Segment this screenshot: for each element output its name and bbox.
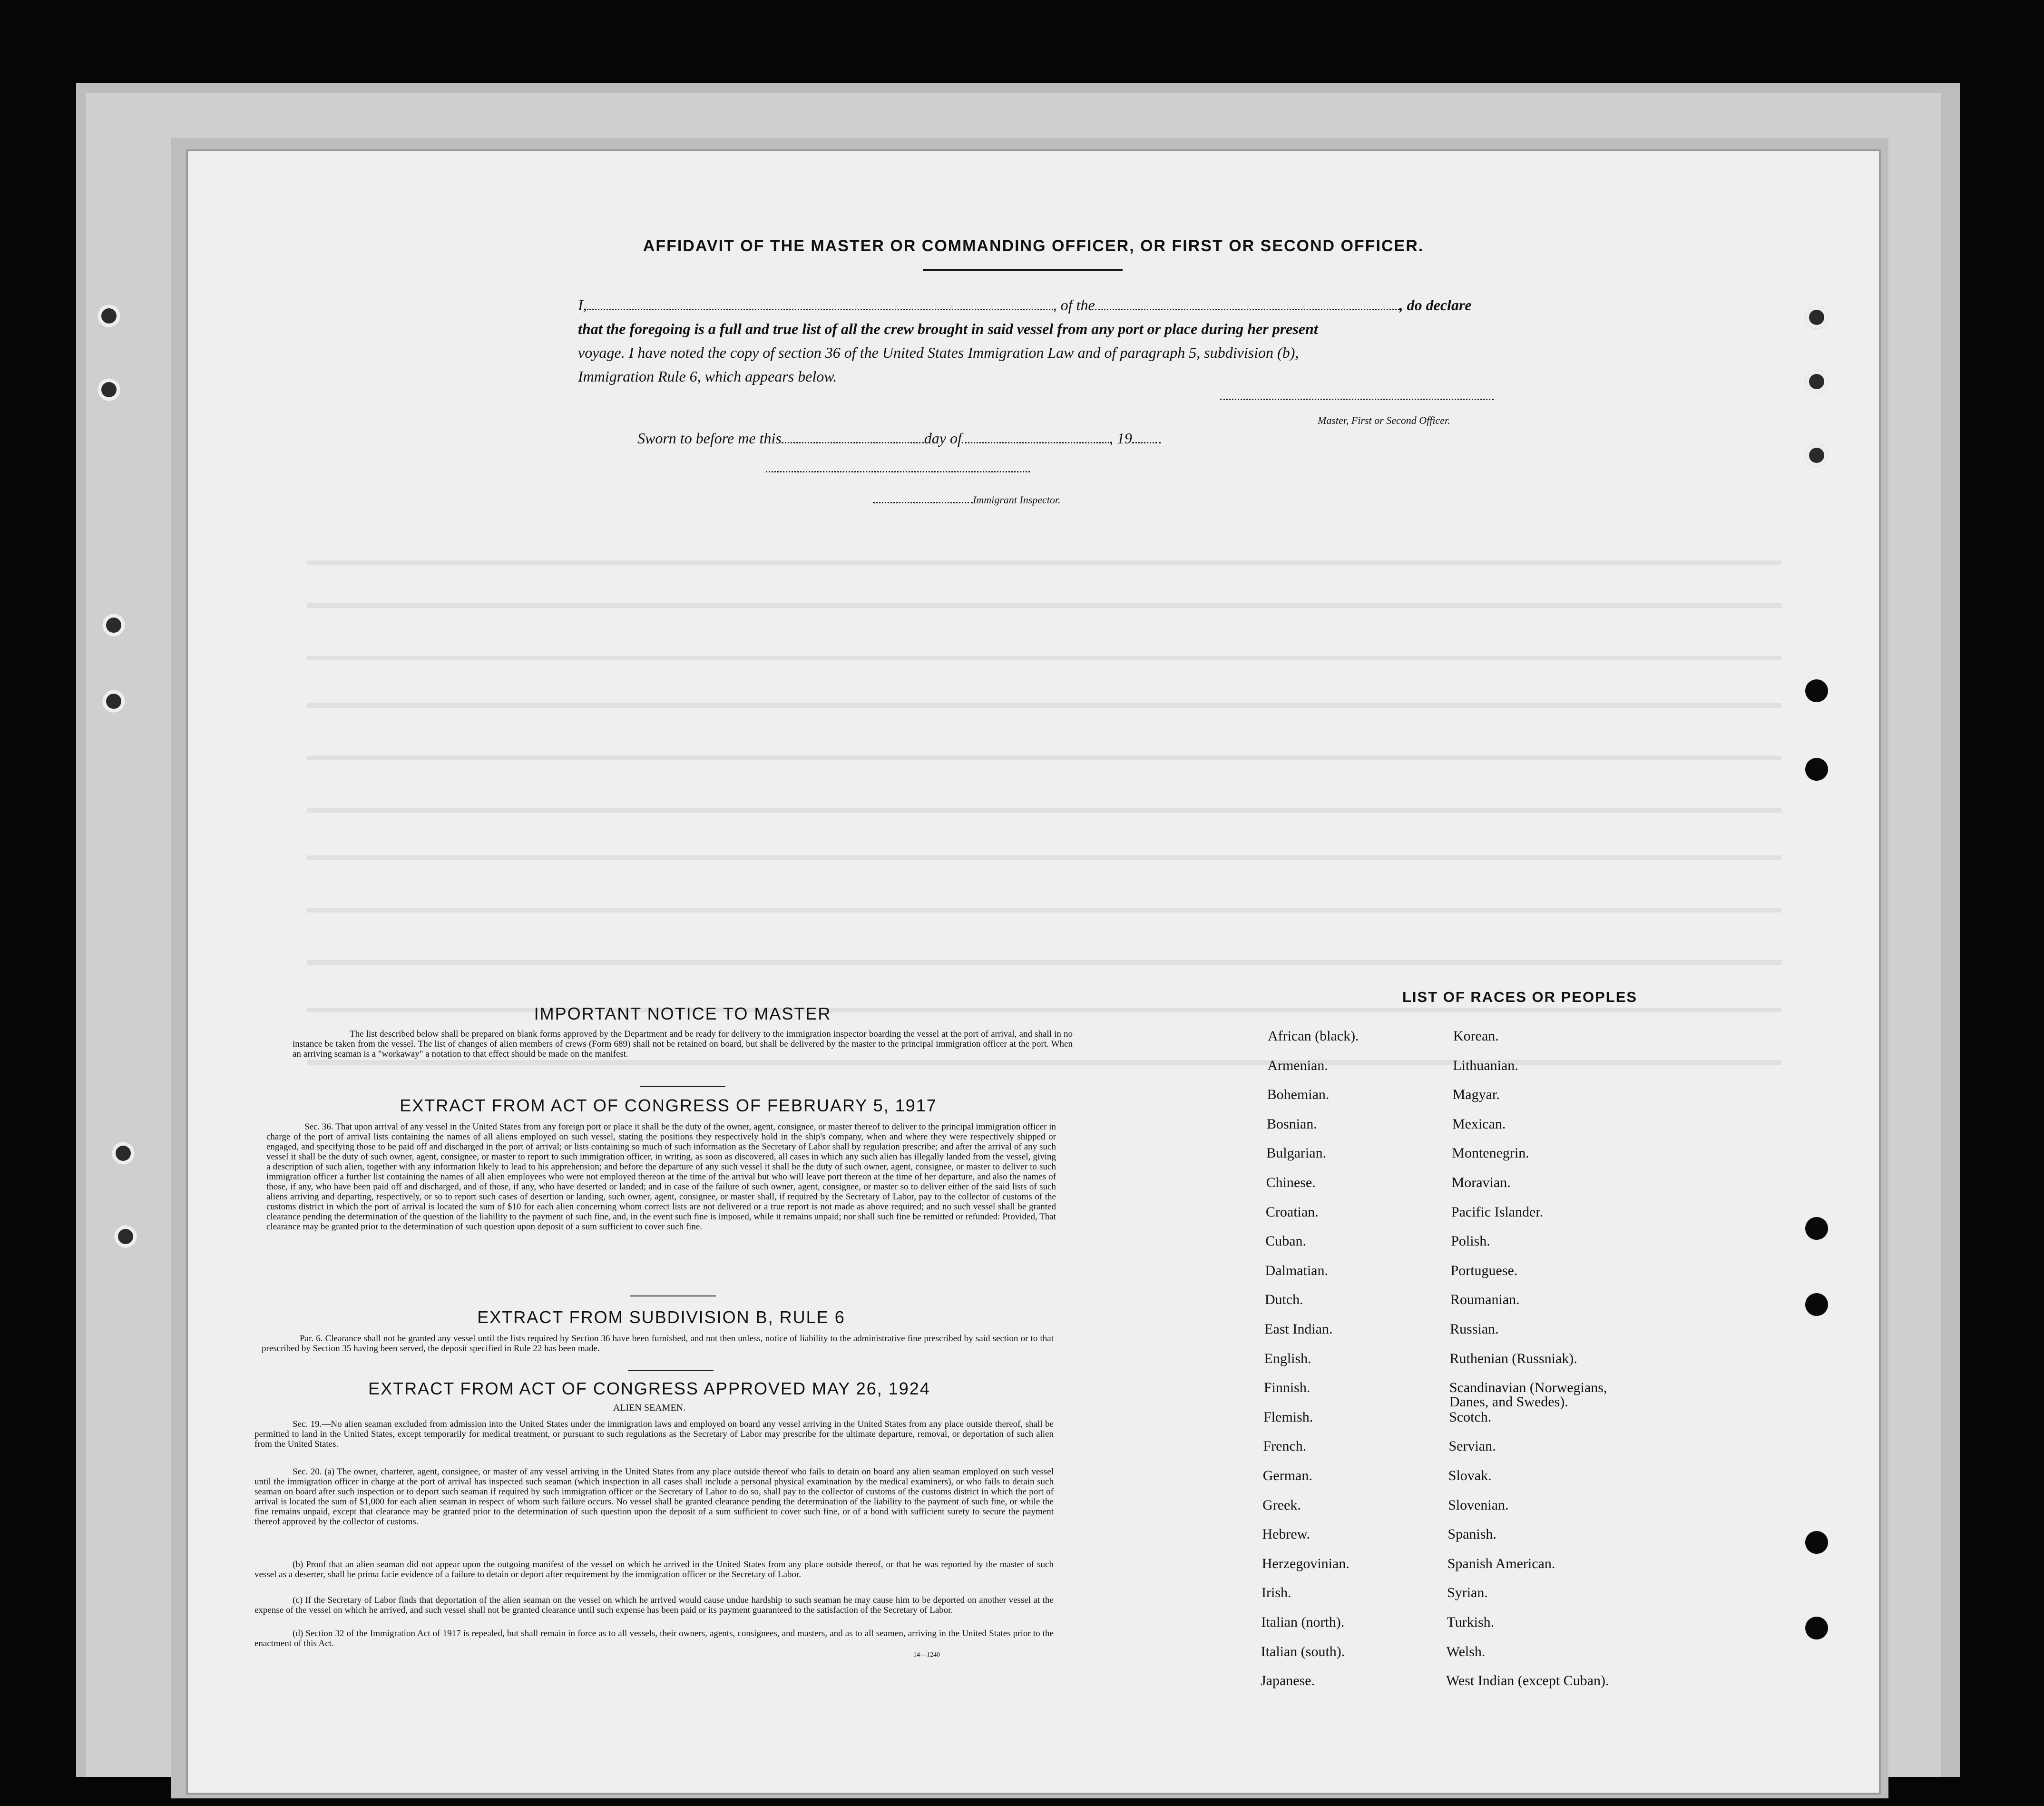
bleedthrough-row — [307, 703, 1781, 708]
race-item: Armenian. — [1267, 1057, 1328, 1073]
race-item: Herzegovinian. — [1262, 1555, 1350, 1571]
affidavit-of-the: , of the — [1053, 296, 1095, 314]
affidavit-line-2: that the foregoing is a full and true list of all the crew brought in said vessel from any port or place during her present — [578, 320, 1318, 337]
extract-1917-title: EXTRACT FROM ACT OF CONGRESS OF FEBRUARY 5, 1917 — [400, 1096, 937, 1115]
sec19-text: Sec. 19.—No alien seaman excluded from admission into the United States under the immigration laws and employed on board any vessel arriving in the United States from any place outside thereof, shall be permitted to land in the United States, except temporarily for medical treatment, or pursuant to such regulations as the Secretary of Labor may prescribe for the ultimate departure, removal, or deportation of such alien from the United States. — [254, 1419, 1054, 1449]
punch-hole — [102, 614, 125, 637]
race-item: Slovenian. — [1448, 1497, 1509, 1513]
race-item: Dalmatian. — [1265, 1262, 1328, 1278]
race-item: English. — [1264, 1350, 1311, 1366]
punch-hole — [1805, 758, 1828, 781]
punch-hole — [112, 1142, 135, 1165]
bleedthrough-row — [307, 603, 1781, 608]
extract-1924-title: EXTRACT FROM ACT OF CONGRESS APPROVED MAY 26, 1924 — [368, 1379, 930, 1398]
punch-hole — [1805, 1217, 1828, 1240]
notice-text: The list described below shall be prepared on blank forms approved by the Department and be ready for delivery to the immigration inspector boarding the vessel at the port of arrival, and shall in no instance be taken from the vessel. The list of changes of alien members of crews (Form 689) shall not be retained on board, but shall be delivered by the master to the principal immigration officer at the port. When an arriving seaman is a "workaway" a notation to that effect should be made on the manifest. — [293, 1029, 1073, 1059]
race-item: Spanish American. — [1447, 1555, 1555, 1571]
extract-rule6-text: Par. 6. Clearance shall not be granted any vessel until the lists required by Section 36 have been furnished, and not then unless, notice of liability to the administrative fine prescribed by said section or to that prescribed by Section 35 having been served, the deposit specified in Rule 22 has been made. — [262, 1334, 1054, 1354]
punch-hole — [102, 690, 125, 713]
race-item: Polish. — [1451, 1233, 1490, 1249]
race-item: Croatian. — [1265, 1204, 1319, 1220]
divider — [640, 1086, 725, 1087]
bleedthrough-row — [307, 808, 1781, 813]
officer-label: Master, First or Second Officer. — [1318, 414, 1450, 426]
inspector-name-field[interactable] — [873, 502, 973, 503]
affidavit-declare: , do declare — [1399, 296, 1472, 314]
master-name-field[interactable] — [587, 309, 1053, 310]
inspector-label: Immigrant Inspector. — [973, 494, 1061, 506]
punch-hole — [98, 304, 120, 327]
bleedthrough-row — [307, 908, 1781, 913]
race-item: Japanese. — [1261, 1673, 1315, 1689]
race-item: Roumanian. — [1450, 1292, 1520, 1308]
title-underline — [923, 269, 1123, 271]
race-item: Bosnian. — [1266, 1116, 1317, 1132]
punch-hole — [1805, 370, 1828, 393]
race-item: Korean. — [1453, 1028, 1499, 1044]
race-item: Portuguese. — [1450, 1262, 1518, 1278]
inspector-signature-field[interactable] — [766, 471, 1030, 472]
race-item: Slovak. — [1448, 1468, 1492, 1483]
punch-hole — [1805, 1617, 1828, 1639]
form-number: 14—1240 — [913, 1651, 940, 1659]
race-item: Moravian. — [1451, 1175, 1511, 1190]
race-item: Mexican. — [1452, 1116, 1506, 1132]
race-item: Italian (north). — [1261, 1614, 1345, 1630]
punch-hole — [1805, 444, 1828, 467]
race-item: Syrian. — [1447, 1585, 1488, 1601]
race-item: East Indian. — [1264, 1321, 1333, 1337]
punch-hole — [114, 1225, 137, 1248]
form-page — [188, 151, 1879, 1793]
bleedthrough-row — [307, 1060, 1781, 1065]
affidavit-line-1 — [578, 294, 1682, 316]
race-item: Montenegrin. — [1452, 1145, 1529, 1161]
sec20c-text: (c) If the Secretary of Labor finds that deportation of the alien seaman on the vessel on which he arrived would cause undue hardship to such seaman he may cause him to be deported on another vessel at the expense of the vessel on which he arrived, and such vessel shall not be granted clearance until such expense has been paid or its payment guaranteed to the satisfaction of the Secretary of Labor. — [254, 1595, 1054, 1615]
race-item: Italian (south). — [1261, 1643, 1345, 1659]
race-item: Cuban. — [1265, 1233, 1307, 1249]
sworn-text-a: Sworn to before me this — [637, 430, 782, 447]
divider — [628, 1370, 714, 1371]
race-item: Russian. — [1450, 1321, 1499, 1337]
race-item: Turkish. — [1447, 1614, 1495, 1630]
races-title: LIST OF RACES OR PEOPLES — [1402, 989, 1638, 1005]
race-item: Spanish. — [1447, 1526, 1496, 1542]
bleedthrough-row — [307, 656, 1781, 660]
race-item: Magyar. — [1452, 1087, 1500, 1103]
punch-hole — [1805, 306, 1828, 329]
punch-hole — [1805, 1531, 1828, 1554]
race-item: Bohemian. — [1267, 1087, 1330, 1103]
race-item: African (black). — [1268, 1028, 1359, 1044]
sworn-text-b: day of — [924, 430, 962, 447]
race-item: Bulgarian. — [1266, 1145, 1327, 1161]
race-item: French. — [1263, 1438, 1307, 1454]
extract-1924-subtitle: ALIEN SEAMEN. — [613, 1403, 686, 1413]
bleedthrough-row — [307, 560, 1781, 565]
punch-hole — [1805, 1293, 1828, 1316]
vessel-name-field[interactable] — [1095, 309, 1399, 310]
officer-signature-field[interactable] — [1220, 399, 1494, 400]
race-item: Pacific Islander. — [1451, 1204, 1544, 1220]
notice-title: IMPORTANT NOTICE TO MASTER — [534, 1004, 831, 1023]
race-item: Irish. — [1262, 1585, 1291, 1601]
race-item: Ruthenian (Russniak). — [1449, 1350, 1577, 1366]
bleedthrough-row — [307, 960, 1781, 965]
inspector-line — [873, 494, 1061, 506]
bleedthrough-row — [307, 756, 1781, 760]
race-item: Greek. — [1262, 1497, 1301, 1513]
extract-1917-text: Sec. 36. That upon arrival of any vessel in the United States from any foreign port or place it shall be the duty of the owner, agent, consignee, or master thereof to deliver to the principal immigration officer in charge of the port of arrival lists containing the names of all aliens employed on such vessel, stating the positions they respectively hold in the ship's company, when and where they were respectively shipped or engaged, and specifying those to be paid off and discharged in the port of arrival; or lists containing so much of such information as the Secretary of Labor shall by regulation prescribe; and after the arrival of any such vessel it shall be the duty of such owner, agent, consignee, or master to report to such immigration officer, in writing, as soon as discovered, all cases in which any such alien has illegally landed from the vessel, giving a description of such alien, together with any information likely to lead to his apprehension; and before the departure of any such vessel it shall be the duty of such owner, agent, consignee, or master to deliver to such immigration officer a further list containing the names of all alien employees who were not employed thereon at the time of the arrival but who will leave port thereon at the time of her departure, and also the names of those, if any, who have been paid off and discharged, and of those, if any, who have deserted or landed; and in case of the failure of such owner, agent, consignee, or master so to deliver either of the said lists of such aliens arriving and departing, respectively, or so to report such cases of desertion or landing, such owner, agent, consignee, or master shall, if required by the Secretary of Labor, pay to the collector of customs of the customs district in which the port of arrival is located the sum of $10 for each alien concerning whom correct lists are not delivered or a true report is not made as above required; and no such vessel shall be granted clearance pending the determination of the question of the liability to the payment of such fine, and, in the event such fine is imposed, while it remains unpaid; nor shall such fine be remitted or refunded: Provided, That clearance may be granted prior to the determination of such question upon deposit of a sum sufficient to cover such fine. — [266, 1122, 1056, 1232]
race-item: Finnish. — [1263, 1380, 1311, 1396]
punch-hole — [1805, 679, 1828, 702]
race-item: Scandinavian (Norwegians, Danes, and Swedes). — [1449, 1380, 1607, 1410]
punch-hole — [98, 378, 120, 401]
sworn-year-field[interactable] — [1132, 442, 1161, 443]
sworn-month-field[interactable] — [962, 442, 1109, 443]
extract-rule6-title: EXTRACT FROM SUBDIVISION B, RULE 6 — [477, 1307, 845, 1327]
race-item: West Indian (except Cuban). — [1446, 1673, 1609, 1689]
sworn-text-c: , 19 — [1109, 430, 1132, 447]
sworn-day-field[interactable] — [782, 442, 924, 443]
affidavit-i: I, — [578, 296, 587, 314]
race-item: Servian. — [1448, 1438, 1496, 1454]
affidavit-line-4: Immigration Rule 6, which appears below. — [578, 368, 837, 385]
race-item: Lithuanian. — [1453, 1057, 1518, 1073]
race-item: Dutch. — [1264, 1292, 1303, 1308]
affidavit-title: AFFIDAVIT OF THE MASTER OR COMMANDING OFFICER, OR FIRST OR SECOND OFFICER. — [643, 237, 1424, 255]
race-item: German. — [1262, 1468, 1312, 1483]
race-item: Chinese. — [1266, 1175, 1316, 1190]
sworn-line — [637, 427, 1446, 449]
race-item: Hebrew. — [1262, 1526, 1310, 1542]
bleedthrough-row — [307, 855, 1781, 860]
race-item: Flemish. — [1263, 1409, 1313, 1425]
sec20b-text: (b) Proof that an alien seaman did not appear upon the outgoing manifest of the vessel on which he arrived in the United States from any place outside thereof, or that he was reported by the master of such vessel as a deserter, shall be prima facie evidence of a failure to detain or deport after requirement by the immigration officer or the Secretary of Labor. — [254, 1560, 1054, 1580]
race-item: Welsh. — [1446, 1643, 1486, 1659]
sec20a-text: Sec. 20. (a) The owner, charterer, agent, consignee, or master of any vessel arriving in the United States from any place outside thereof who fails to detain on board any alien seaman employed on such vessel until the immigration officer in charge at the port of arrival has inspected such seaman (which inspection in all cases shall include a personal physical examination by the medical examiners), or who fails to detain such seaman on board after such inspection or to deport such seaman if required by such immigration officer or the Secretary of Labor to do so, shall pay to the collector of customs of the customs district in which the port of arrival is located the sum of $1,000 for each alien seaman in respect of whom such failure occurs. No vessel shall be granted clearance pending the determination of the liability to the payment of such fine, or while the fine remains unpaid, except that clearance may be granted prior to the determination of such question upon the deposit of a sum sufficient to cover such fine, or of a bond with sufficient surety to secure the payment thereof approved by the collector of customs. — [254, 1467, 1054, 1527]
race-item: Scotch. — [1449, 1409, 1492, 1425]
sec20d-text: (d) Section 32 of the Immigration Act of 1917 is repealed, but shall remain in force as to all vessels, their owners, agents, consignees, and masters, and as to all seamen, arriving in the United States prior to the enactment of this Act. — [254, 1629, 1054, 1649]
affidavit-line-3: voyage. I have noted the copy of section 36 of the United States Immigration Law and of paragraph 5, subdivision (b), — [578, 344, 1299, 361]
